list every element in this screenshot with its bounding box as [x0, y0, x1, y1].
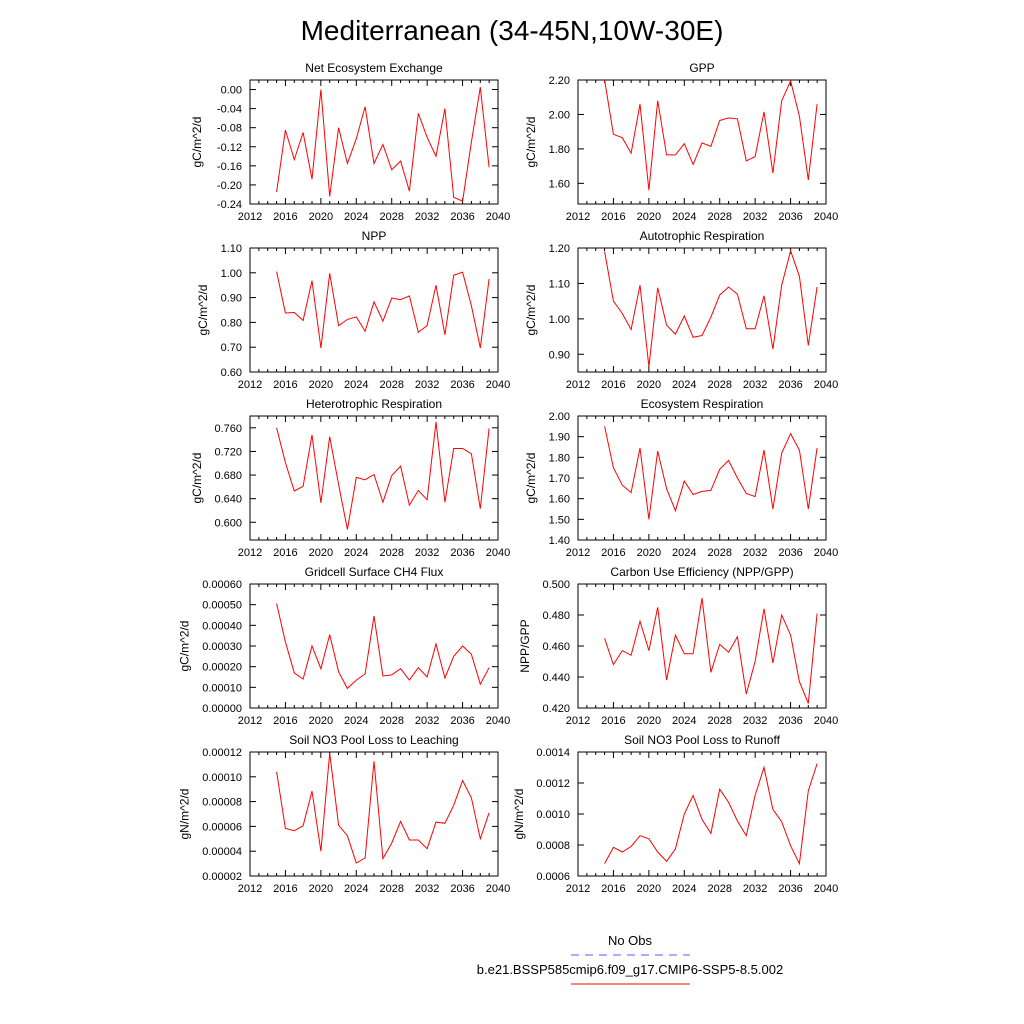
- x-tick-label: 2032: [414, 211, 440, 223]
- panel: [190, 397, 510, 559]
- y-tick-label: 1.20: [548, 243, 570, 255]
- y-tick-label: 0.90: [220, 292, 242, 305]
- y-axis-label: gC/m^2/d: [524, 116, 539, 168]
- x-tick-label: 2028: [379, 547, 404, 559]
- x-tick-label: 2032: [742, 379, 768, 391]
- y-tick-label: 0.500: [542, 579, 570, 591]
- y-tick-label: -0.24: [216, 199, 242, 211]
- y-axis-label: gC/m^2/d: [190, 452, 204, 504]
- y-tick-label: 1.00: [220, 267, 242, 280]
- x-tick-label: 2024: [344, 883, 369, 895]
- y-axis-label: gC/m^2/d: [177, 620, 192, 672]
- x-tick-label: 2012: [565, 211, 591, 223]
- panel: [196, 229, 510, 391]
- y-tick-label: 0.0006: [536, 871, 570, 883]
- x-tick-label: 2040: [813, 715, 839, 727]
- x-tick-label: 2012: [565, 379, 591, 391]
- panel: [512, 733, 838, 895]
- x-tick-label: 2012: [237, 379, 263, 391]
- panel: [190, 61, 510, 223]
- x-tick-label: 2016: [273, 547, 298, 559]
- y-tick-label: 0.00: [220, 84, 242, 97]
- y-tick-label: 0.720: [214, 446, 242, 459]
- series-line: [605, 426, 818, 519]
- y-tick-label: 1.60: [548, 178, 570, 191]
- panel: [524, 397, 838, 559]
- legend-model-label: b.e21.BSSP585cmip6.f09_g17.CMIP6-SSP5-8.5.002: [476, 962, 784, 977]
- x-tick-label: 2032: [414, 883, 440, 895]
- y-tick-label: -0.16: [216, 160, 242, 173]
- x-tick-label: 2024: [344, 547, 369, 559]
- panel: [178, 733, 511, 895]
- x-tick-label: 2024: [344, 379, 369, 391]
- x-tick-label: 2028: [707, 715, 732, 727]
- x-tick-label: 2032: [742, 715, 768, 727]
- plot-frame: [250, 752, 498, 876]
- x-tick-label: 2028: [379, 715, 404, 727]
- y-tick-label: 1.40: [548, 535, 570, 547]
- panel-title: NPP: [361, 229, 387, 243]
- x-tick-label: 2032: [742, 547, 768, 559]
- x-tick-label: 2040: [485, 211, 511, 223]
- x-tick-label: 2036: [450, 883, 475, 895]
- panel: [524, 229, 838, 391]
- plot-frame: [578, 752, 826, 876]
- y-tick-label: 0.440: [542, 672, 570, 684]
- y-axis-label: gN/m^2/d: [511, 788, 526, 840]
- x-tick-label: 2016: [601, 379, 626, 391]
- x-tick-label: 2036: [450, 547, 475, 559]
- y-tick-label: 0.00010: [202, 771, 242, 784]
- x-tick-label: 2028: [707, 211, 732, 223]
- series-line: [277, 604, 490, 689]
- y-axis-label: gC/m^2/d: [524, 284, 539, 336]
- x-tick-label: 2020: [308, 379, 334, 391]
- plot-frame: [250, 584, 498, 708]
- panels-group: [178, 61, 839, 895]
- y-tick-label: 1.70: [548, 473, 570, 485]
- y-tick-label: 1.60: [548, 493, 570, 506]
- y-axis-label: NPP/GPP: [518, 619, 532, 673]
- x-tick-label: 2028: [379, 211, 404, 223]
- panel-title: Carbon Use Efficiency (NPP/GPP): [610, 565, 794, 579]
- y-tick-label: 0.00006: [202, 821, 242, 834]
- panel-title: Ecosystem Respiration: [640, 397, 764, 411]
- series-line: [605, 764, 818, 864]
- x-tick-label: 2032: [414, 547, 440, 559]
- x-tick-label: 2020: [636, 715, 662, 727]
- y-tick-label: 2.00: [548, 109, 570, 122]
- x-tick-label: 2032: [742, 883, 768, 895]
- plot-frame: [578, 416, 826, 540]
- panel-title: Soil NO3 Pool Loss to Runoff: [624, 733, 780, 747]
- plot-frame: [250, 416, 498, 540]
- x-tick-label: 2040: [813, 211, 839, 223]
- x-tick-label: 2040: [813, 547, 839, 559]
- legend-obs-label: No Obs: [607, 933, 653, 948]
- y-tick-label: -0.08: [216, 122, 242, 135]
- x-tick-label: 2020: [308, 211, 334, 223]
- y-axis-label: gC/m^2/d: [196, 284, 211, 336]
- y-tick-label: 1.50: [548, 514, 570, 527]
- y-tick-label: 0.70: [220, 342, 242, 355]
- x-tick-label: 2036: [450, 379, 475, 391]
- panel: [524, 61, 838, 223]
- y-tick-label: 0.00020: [202, 661, 242, 674]
- panel: [178, 565, 511, 727]
- x-tick-label: 2012: [565, 547, 591, 559]
- panel-title: Gridcell Surface CH4 Flux: [304, 565, 444, 579]
- y-tick-label: 0.00008: [202, 796, 242, 809]
- x-tick-label: 2016: [273, 883, 298, 895]
- legend: [477, 933, 783, 984]
- plot-frame: [250, 248, 498, 372]
- y-tick-label: 0.0010: [536, 809, 570, 821]
- x-tick-label: 2040: [485, 883, 511, 895]
- y-tick-label: 0.0014: [536, 747, 570, 759]
- y-tick-label: 0.0012: [536, 778, 570, 790]
- y-tick-label: 0.90: [548, 349, 570, 362]
- x-tick-label: 2032: [742, 211, 768, 223]
- x-tick-label: 2012: [237, 883, 263, 895]
- y-tick-label: 0.00000: [202, 703, 242, 715]
- y-tick-label: 2.00: [548, 411, 570, 423]
- series-line: [277, 272, 490, 348]
- x-tick-label: 2020: [308, 883, 334, 895]
- x-tick-label: 2016: [273, 715, 298, 727]
- x-tick-label: 2024: [672, 547, 697, 559]
- x-tick-label: 2016: [601, 211, 626, 223]
- y-tick-label: 0.00002: [202, 871, 242, 883]
- y-tick-label: 0.00004: [202, 846, 242, 859]
- x-tick-label: 2012: [565, 883, 591, 895]
- y-tick-label: 1.80: [548, 452, 570, 465]
- x-tick-label: 2040: [485, 715, 511, 727]
- x-tick-label: 2040: [813, 883, 839, 895]
- y-tick-label: 0.680: [214, 470, 242, 483]
- y-tick-label: 1.80: [548, 143, 570, 156]
- plot-frame: [578, 248, 826, 372]
- plot-frame: [578, 584, 826, 708]
- y-tick-label: -0.20: [216, 179, 242, 192]
- x-tick-label: 2028: [379, 379, 404, 391]
- y-tick-label: 1.00: [548, 313, 570, 326]
- x-tick-label: 2024: [344, 715, 369, 727]
- panel-title: Autotrophic Respiration: [639, 229, 765, 243]
- x-tick-label: 2032: [414, 379, 440, 391]
- x-tick-label: 2020: [308, 715, 334, 727]
- panel-title: Net Ecosystem Exchange: [305, 61, 443, 75]
- y-tick-label: 0.460: [542, 641, 570, 653]
- y-tick-label: 0.80: [220, 317, 242, 330]
- x-tick-label: 2028: [707, 883, 732, 895]
- x-tick-label: 2020: [636, 547, 662, 559]
- y-axis-label: gC/m^2/d: [190, 116, 204, 168]
- y-tick-label: 0.0008: [536, 840, 570, 852]
- x-tick-label: 2036: [778, 715, 803, 727]
- y-tick-label: 0.00060: [202, 579, 242, 591]
- x-tick-label: 2020: [636, 379, 662, 391]
- figure-title: Mediterranean (34-45N,10W-30E): [300, 15, 724, 46]
- x-tick-label: 2020: [308, 547, 334, 559]
- y-axis-label: gC/m^2/d: [524, 452, 539, 504]
- x-tick-label: 2036: [450, 715, 475, 727]
- y-tick-label: 0.60: [220, 367, 242, 379]
- y-tick-label: 0.600: [214, 517, 242, 530]
- y-tick-label: 1.90: [548, 431, 570, 444]
- y-axis-label: gN/m^2/d: [177, 788, 192, 840]
- y-tick-label: 0.640: [214, 493, 242, 506]
- y-tick-label: 0.420: [542, 703, 570, 715]
- y-tick-label: -0.04: [216, 103, 242, 116]
- series-line: [277, 753, 490, 863]
- x-tick-label: 2024: [672, 715, 697, 727]
- series-line: [277, 422, 490, 530]
- x-tick-label: 2028: [707, 379, 732, 391]
- x-tick-label: 2012: [237, 547, 263, 559]
- x-tick-label: 2012: [565, 715, 591, 727]
- y-tick-label: 0.00030: [202, 641, 242, 653]
- x-tick-label: 2040: [485, 547, 511, 559]
- x-tick-label: 2020: [636, 883, 662, 895]
- x-tick-label: 2036: [778, 883, 803, 895]
- series-line: [277, 87, 490, 201]
- y-tick-label: -0.12: [216, 141, 242, 154]
- x-tick-label: 2040: [485, 379, 511, 391]
- y-tick-label: 1.10: [220, 243, 242, 255]
- y-tick-label: 0.00012: [202, 747, 242, 759]
- x-tick-label: 2016: [601, 883, 626, 895]
- y-tick-label: 0.480: [542, 610, 570, 622]
- panel-title: Heterotrophic Respiration: [305, 397, 443, 411]
- x-tick-label: 2032: [414, 715, 440, 727]
- y-tick-label: 0.00010: [202, 682, 242, 695]
- plot-frame: [250, 80, 498, 204]
- x-tick-label: 2024: [344, 211, 369, 223]
- x-tick-label: 2036: [778, 547, 803, 559]
- y-tick-label: 0.760: [214, 422, 242, 435]
- y-tick-label: 1.10: [548, 278, 570, 291]
- x-tick-label: 2036: [450, 211, 475, 223]
- panel: [518, 565, 838, 727]
- panel-title: Soil NO3 Pool Loss to Leaching: [289, 733, 459, 747]
- x-tick-label: 2024: [672, 379, 697, 391]
- x-tick-label: 2016: [273, 379, 298, 391]
- x-tick-label: 2024: [672, 211, 697, 223]
- series-line: [605, 80, 818, 190]
- x-tick-label: 2036: [778, 211, 803, 223]
- x-tick-label: 2016: [273, 211, 298, 223]
- x-tick-label: 2028: [707, 547, 732, 559]
- x-tick-label: 2012: [237, 715, 263, 727]
- x-tick-label: 2036: [778, 379, 803, 391]
- y-tick-label: 0.00040: [202, 620, 242, 633]
- x-tick-label: 2012: [237, 211, 263, 223]
- plot-frame: [578, 80, 826, 204]
- y-tick-label: 0.00050: [202, 599, 242, 612]
- x-tick-label: 2020: [636, 211, 662, 223]
- x-tick-label: 2016: [601, 715, 626, 727]
- x-tick-label: 2040: [813, 379, 839, 391]
- y-tick-label: 2.20: [548, 75, 570, 87]
- x-tick-label: 2024: [672, 883, 697, 895]
- x-tick-label: 2028: [379, 883, 404, 895]
- series-line: [605, 251, 818, 367]
- panel-title: GPP: [689, 61, 715, 75]
- x-tick-label: 2016: [601, 547, 626, 559]
- series-line: [605, 598, 818, 703]
